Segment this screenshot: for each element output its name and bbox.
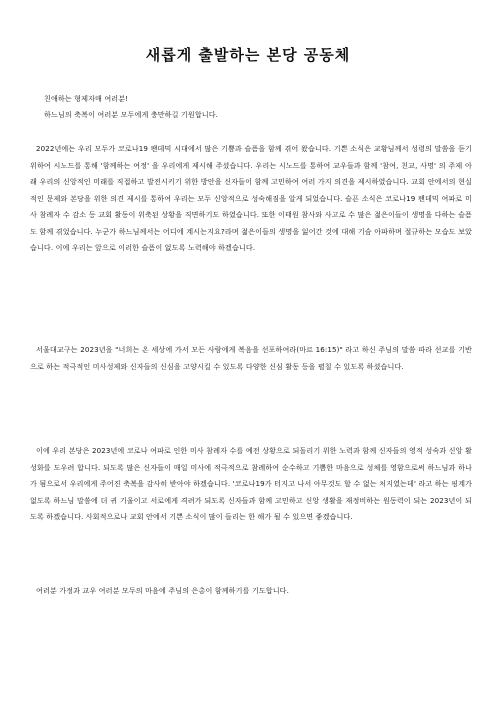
- body-paragraph: 서울대교구는 2023년을 "너희는 온 세상에 가서 모든 사람에게 복음을 선포하여라(마르 16:15)" 라고 하신 주님의 말씀 따라 선교를 기반으로 하는 적극적인 미사성제와 신자들의 신심을 고양시킬 수 있도록 다양한 신심 활동 등을 펼칠 수 있도록 하셨습니다.: [30, 345, 472, 371]
- body-paragraph: 2022년에는 우리 모두가 코로나19 팬데믹 시대에서 많은 기쁨과 슬픔을 함께 겪어 왔습니다. 기쁜 소식은 교황님께서 성령의 말씀을 듣기 위하여 시노드를 통해 '함께하는 여정' 을 우리에게 제시해 주셨습니다. 우리는 시노드를 통하여 교우들과 함께 '참여, 친교, 사명' 의 주제 아래 우리의 신앙적인 미래를 직접하고 발전시키기 위한 방안을 신자들이 함께 고민하여 여러 가지 의견을 제시하였습니다. 교회 안에서의 현실적인 문제와 본당을 위한 의견 제시를 통하여 우리는 모두 신앙적으로 성숙해짐을 알게 되었습니다. 슬픈 소식은 코로나19 팬데믹 여파로 미사 참례자 수 감소 등 교회 활동이 위축된 상황을 직면하기도 하였습니다. 또한 이태원 참사와 사고로 수 많은 젊은이들이 생명을 다하는 슬픔도 함께 겪었습니다. 누군가 하느님께서는 어디에 계시는지요?라며 젊은이들의 생명을 잃어간 것에 대해 기슴 아파하며 절규하는 모습도 보았습니다. 이에 우리는 앞으로 이러한 슬픔이 없도록 노력해야 하겠습니다.: [30, 144, 472, 252]
- body-paragraph: 이에 우리 본당은 2023년에 코로나 여파로 인한 미사 참례자 수를 예전 상황으로 되돌리기 위한 노력과 함께 신자들의 영적 성숙과 신앙 활성화를 도우려 합니다. 되도록 많은 신자들이 매일 미사에 적극적으로 참례하여 순수하고 기쁨한 마음으로 성체를 영함으로써 하느님과 하나가 됨으로서 우리에게 주어진 축복을 감사히 받아야 하겠습니다. '코로나19가 터지고 나서 아무것도 할 수 없는 처지였는데' 라고 하는 핑계가 없도록 하느님 말씀에 더 귀 기울이고 서로에게 격려가 되도록 신자들과 함께 고민하고 신앙 생활을 재정비하는 원동력이 되는 2023년이 되도록 하겠습니다. 사회적으로나 교회 안에서 기쁜 소식이 많이 들리는 한 해가 될 수 있으면 좋겠습니다.: [30, 446, 472, 521]
- closing-paragraph: 여러분 가정과 교우 여러분 모두의 마음에 주님의 은총이 함께하기를 기도합니다.: [36, 586, 289, 595]
- greeting-line: 하느님의 축복이 여러분 모두에게 충만하길 기원합니다.: [44, 110, 219, 119]
- greeting-line: 친애하는 형제자매 여러분!: [44, 94, 129, 103]
- document-title: 새롭게 출발하는 본당 공동체: [145, 46, 351, 64]
